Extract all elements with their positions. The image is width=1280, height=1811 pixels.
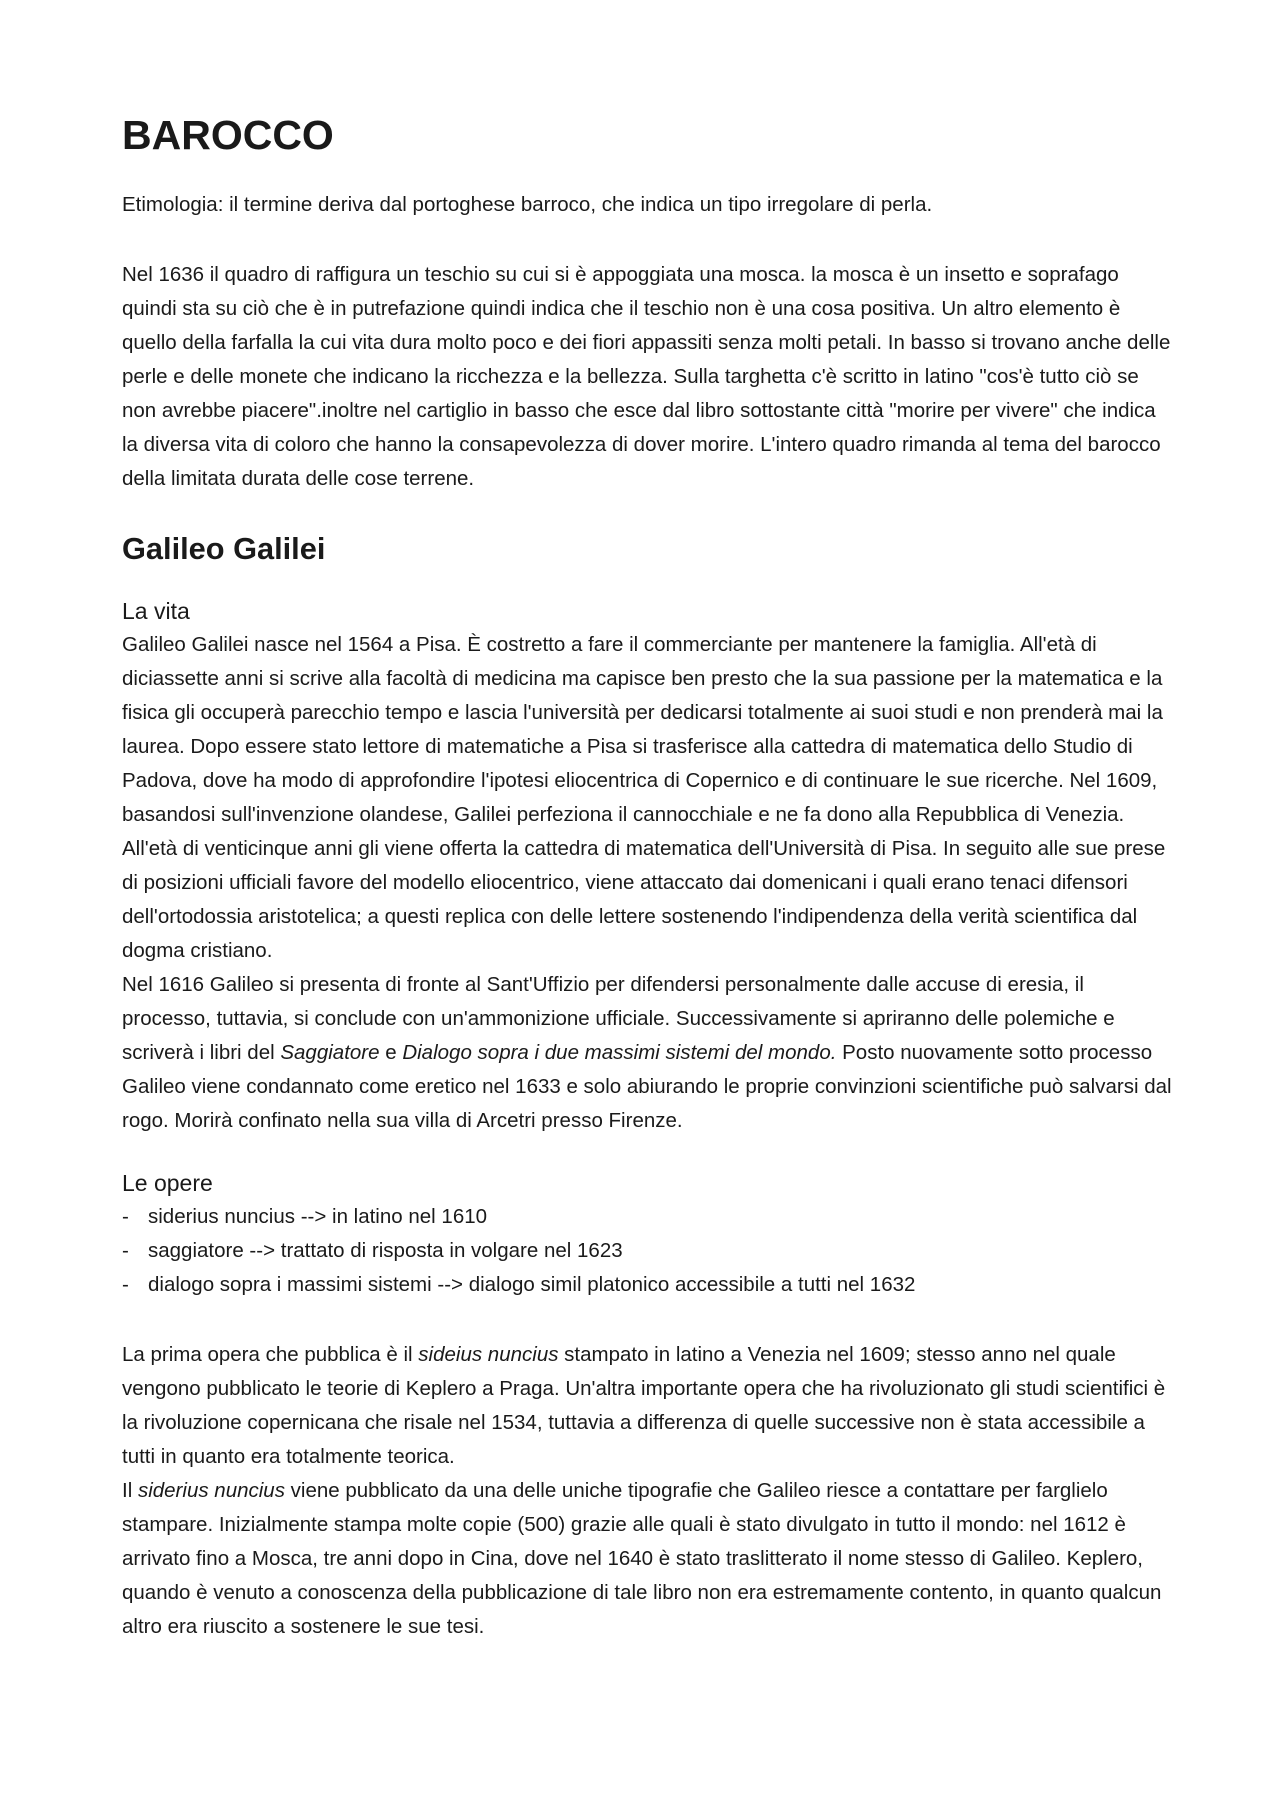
opere-p1-text-1: La prima opera che pubblica è il	[122, 1343, 419, 1366]
vita-p2-italic-dialogo: Dialogo sopra i due massimi sistemi del mondo.	[402, 1041, 837, 1064]
list-item	[122, 1200, 1172, 1234]
list-item	[122, 1268, 1172, 1302]
document-title: BAROCCO	[122, 112, 334, 158]
vita-paragraph-1: Galileo Galilei nasce nel 1564 a Pisa. È costretto a fare il commerciante per mantenere la famiglia. All'età di diciassette anni si scrive alla facoltà di medicina ma capisce ben presto che la sua passione per la matematica e la fisica gli occuperà parecchio tempo e lascia l'università per dedicarsi totalmente ai suoi studi e non prenderà mai la laurea. Dopo essere stato lettore di matematiche a Pisa si trasferisce alla cattedra di matematica dello Studio di Padova, dove ha modo di approfondire l'ipotesi eliocentrica di Copernico e di continuare le sue ricerche. Nel 1609, basandosi sull'invenzione olandese, Galilei perfeziona il cannocchiale e ne fa dono alla Repubblica di Venezia. All'età di venticinque anni gli viene offerta la cattedra di matematica dell'Università di Pisa. In seguito alle sue prese di posizioni ufficiali favore del modello eliocentrico, viene attaccato dai domenicani i quali erano tenaci difensori dell'ortodossia aristotelica; a questi replica con delle lettere sostenendo l'indipendenza della verità scientifica dal dogma cristiano.	[122, 633, 1166, 962]
opere-p2-text-1: Il	[122, 1479, 138, 1502]
list-item-text: dialogo sopra i massimi sistemi --> dialogo simil platonico accessibile a tutti nel 1632	[148, 1273, 916, 1296]
opere-p1-text-2: stampato in latino a Venezia nel 1609; stesso anno nel quale vengono pubblicato le teorie di Keplero a Praga. Un'altra importante opera che ha rivoluzionato gli studi scientifici è la rivoluzione copernicana che risale nel 1534, tuttavia a differenza di quelle successive non è stata accessibile a tutti in quanto era totalmente teorica.	[122, 1343, 1166, 1468]
list-dash: -	[122, 1239, 129, 1262]
vita-p2-text-2: e	[379, 1041, 403, 1064]
document-page	[122, 112, 1172, 1644]
vita-paragraph-2	[122, 968, 1172, 1138]
opere-paragraph-1	[122, 1338, 1172, 1474]
list-item	[122, 1234, 1172, 1268]
opere-list	[122, 1200, 1172, 1302]
list-dash: -	[122, 1205, 129, 1228]
vita-p2-text-3: Posto nuovamente sotto processo Galileo viene condannato come eretico nel 1633 e solo abiurando le proprie convinzioni scientifiche può salvarsi dal rogo. Morirà confinato nella sua villa di Arcetri presso Firenze.	[122, 1041, 1172, 1132]
opere-heading: Le opere	[122, 1170, 213, 1196]
galileo-title: Galileo Galilei	[122, 531, 326, 566]
list-item-text: saggiatore --> trattato di risposta in volgare nel 1623	[148, 1239, 623, 1262]
list-item-text: siderius nuncius --> in latino nel 1610	[148, 1205, 488, 1228]
opere-p2-italic: siderius nuncius	[137, 1479, 285, 1502]
vita-heading: La vita	[122, 598, 190, 624]
vita-p2-italic-saggiatore: Saggiatore	[280, 1041, 380, 1064]
opere-p1-italic: sideius nuncius	[418, 1343, 559, 1366]
opere-paragraph-2	[122, 1474, 1172, 1644]
barocco-paragraph: Nel 1636 il quadro di raffigura un teschio su cui si è appoggiata una mosca. la mosca è un insetto e soprafago quindi sta su ciò che è in putrefazione quindi indica che il teschio non è una cosa positiva. Un altro elemento è quello della farfalla la cui vita dura molto poco e dei fiori appassiti senza molti petali. In basso si trovano anche delle perle e delle monete che indicano la ricchezza e la bellezza. Sulla targhetta c'è scritto in latino "cos'è tutto ciò se non avrebbe piacere".inoltre nel cartiglio in basso che esce dal libro sottostante città "morire per vivere" che indica la diversa vita di coloro che hanno la consapevolezza di dover morire. L'intero quadro rimanda al tema del barocco della limitata durata delle cose terrene.	[122, 263, 1171, 490]
vita-p2-text-1: Nel 1616 Galileo si presenta di fronte al Sant'Uffizio per difendersi personalmente dalle accuse di eresia, il processo, tuttavia, si conclude con un'ammonizione ufficiale. Successivamente si apriranno delle polemiche e scriverà i libri del	[122, 973, 1115, 1064]
opere-p2-text-2: viene pubblicato da una delle uniche tipografie che Galileo riesce a contattare per farglielo stampare. Inizialmente stampa molte copie (500) grazie alle quali è stato divulgato in tutto il mondo: nel 1612 è arrivato fino a Mosca, tre anni dopo in Cina, dove nel 1640 è stato traslitterato il nome stesso di Galileo. Keplero, quando è venuto a conoscenza della pubblicazione di tale libro non era estremamente contento, in quanto qualcun altro era riuscito a sostenere le sue tesi.	[122, 1479, 1162, 1638]
list-dash: -	[122, 1273, 129, 1296]
etimologia-paragraph: Etimologia: il termine deriva dal portoghese barroco, che indica un tipo irregolare di perla.	[122, 193, 933, 216]
